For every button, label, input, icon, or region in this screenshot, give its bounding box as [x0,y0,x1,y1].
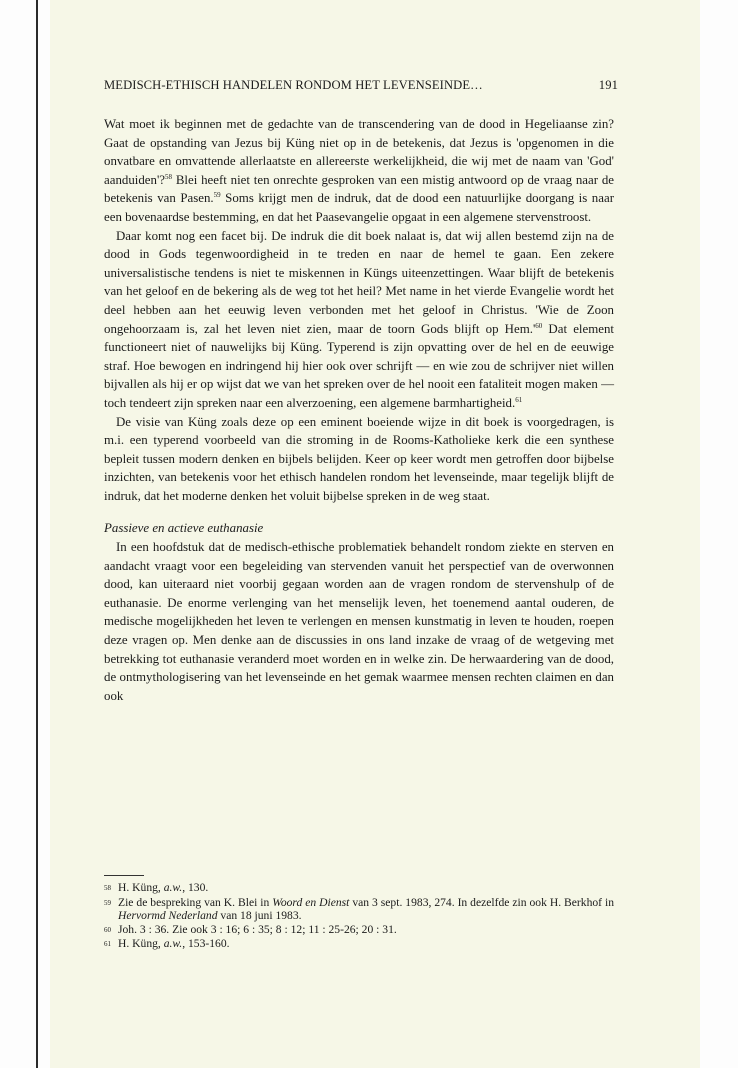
paragraph-2: Daar komt nog een facet bij. De indruk die dit boek nalaat is, dat wij allen bestemd zijn na de dood in Gods tegenwoordigheid in te treden en naar de hemel te gaan. Een zekere universalistische tendens is niet te miskennen in Küngs uiteenzettingen. Waar blijft de betekenis van het geloof en de bekering als de weg tot het heil? Met name in het vierde Evangelie wordt het deel hebben aan het eeuwig leven verbonden met het geloof in Christus. 'Wie de Zoon ongehoorzaam is, zal het leven niet zien, maar de toorn Gods blijft op $Hem.'^{60}$ Dat element functioneert niet of nauwelijks bij Küng. Typerend is zijn opvatting over de hel en de eeuwige straf. Hoe bewogen en indringend hij hier ook over schrijft — en wie zou de schrijver niet willen bijvallen als hij er op wijst dat we van het spreken over de hel nooit een fataliteit mogen maken — toch tendeert zijn spreken naar een alverzoening, een algemene barmhartigheid.$^{61}$ [104,228,614,410]
scan-edge [36,0,38,1068]
footnote-ref-61: 61 [515,395,523,404]
paragraph-1: Wat moet ik beginnen met de gedachte van de transcendering van de dood in Hegeliaanse zin? Gaat de opstanding van Jezus bij Küng niet op in de betekenis, dat Jezus is 'opgenomen in die onvatbare en omvattende allerlaatste en allereerste werkelijkheid, die wij met de naam van 'God' aanduiden'?$^{58}$ Blei heeft niet ten onrechte gesproken van een mistig antwoord op de vraag naar de betekenis van Pasen.$^{59}$ Soms krijgt men de indruk, dat de dood een natuurlijke doorgang is naar een bovenaardse bestemming, en dat het Paasevangelie opgaat in een algemene stervenstroost. [104,117,614,224]
footnote: 61 H. Küng, a.w., 153-160. [104,937,230,951]
section-heading: Passieve en actieve euthanasie [104,521,264,536]
paragraph-4: In een hoofdstuk dat de medisch-ethische problematiek behandelt rondom ziekte en sterven en aandacht vraagt voor een begeleiding van stervenden vanuit het perspectief van de overwonnen dood, kan uiteraard niet voorbij gegaan worden aan de vragen rondom de stervenshulp of de euthanasie. De enorme verlenging van het menselijk leven, het toenemend aantal ouderen, de medische mogelijkheden het leven te verlengen en mensen kunstmatig in leven te houden, roepen deze vragen op. Men denke aan de discussies in ons land inzake de vraag of de wetgeving met betrekking tot euthanasie veranderd moet worden en in welke zin. De herwaardering van de dood, de ontmythologisering van het levenseinde en het gemak waarmee mensen rechten claimen en dan ook [104,540,614,703]
footnote-ref-60: 60 [535,321,543,330]
page-number: 191 [598,78,618,92]
footnote-ref-59: 59 [213,191,221,200]
paragraph-3: De visie van Küng zoals deze op een eminent boeiende wijze in dit boek is voorgedragen, is m.i. een typerend voorbeeld van die stroming in de Rooms-Katholieke kerk die een synthese bepleit tussen modern denken en bijbels belijden. Keer op keer wordt men getroffen door bijbelse inzichten, van betekenis voor het ethisch handelen rondom het levenseinde, maar tegelijk blijft de indruk, dat het moderne denken het voluit bijbelse spreken in de weg staat. [104,414,614,503]
footnote-rule [104,875,144,876]
body-text [104,115,614,705]
footnotes [104,881,614,952]
running-title: MEDISCH-ETHISCH HANDELEN RONDOM HET LEVENSEINDE… [104,78,483,92]
footnote: 60 Joh. 3 : 36. Zie ook 3 : 16; 6 : 35; 8 : 12; 11 : 25-26; 20 : 31. [104,922,397,936]
footnote: 58 H. Küng, a.w., 130. [104,881,209,894]
running-header [104,77,618,93]
footnote: 59 Zie de bespreking van K. Blei in Woord en Dienst van 3 sept. 1983, 274. In dezelfde zin ook H. Berkhof in Hervormd Nederland van 18 juni 1983. [104,895,614,923]
footnote-ref-58: 58 [165,172,173,181]
